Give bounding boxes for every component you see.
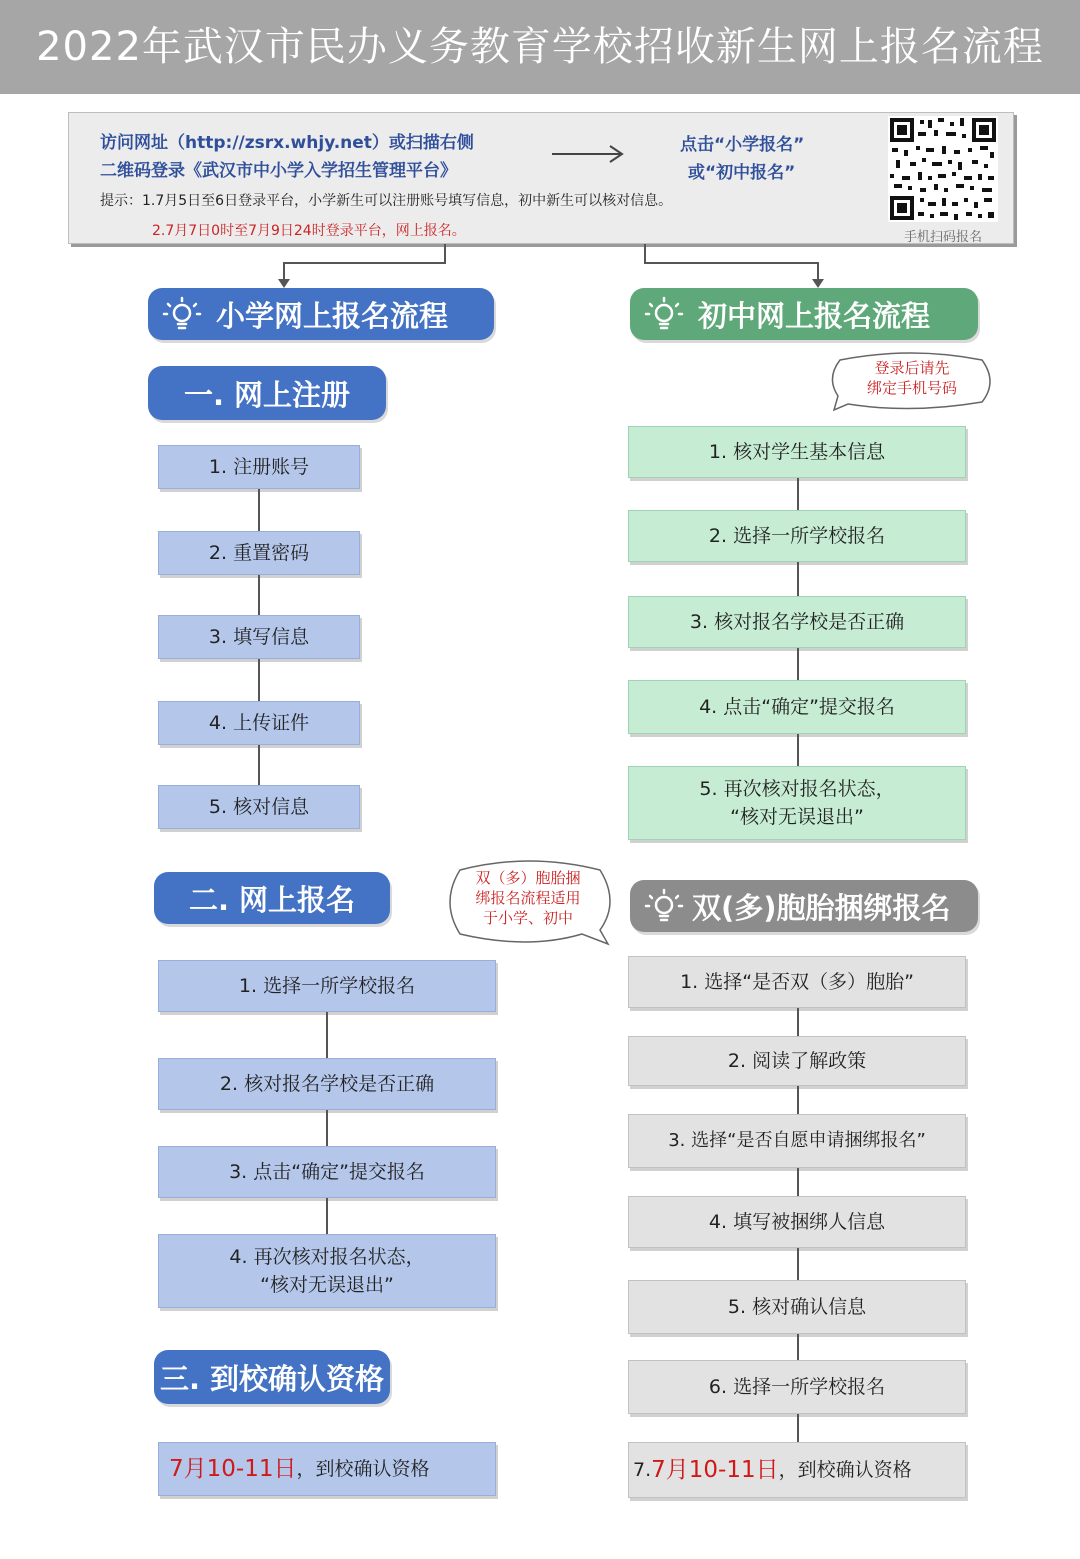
primary-section2-header <box>154 872 390 924</box>
twins-confirm-date: 7月10-11日 <box>651 1457 779 1483</box>
primary-register-step-4: 4. 上传证件 <box>158 701 360 745</box>
primary-section3-title: 三. 到校确认资格 <box>159 1361 385 1396</box>
twins-step-4: 4. 填写被捆绑人信息 <box>628 1196 966 1248</box>
middle-step-3: 3. 核对报名学校是否正确 <box>628 596 966 648</box>
middle-step-1: 1. 核对学生基本信息 <box>628 426 966 478</box>
primary-section1-title: 一. 网上注册 <box>183 377 351 412</box>
twins-header-label: 双(多)胞胎捆绑报名 <box>692 890 951 925</box>
primary-section2-title: 二. 网上报名 <box>188 882 356 917</box>
primary-section1-header <box>148 366 386 420</box>
qr-code-icon[interactable] <box>888 116 998 222</box>
twins-step-1: 1. 选择“是否双（多）胞胎” <box>628 956 966 1008</box>
info-line-1: 访问网址（http://zsrx.whjy.net）或扫描右侧 <box>100 133 474 153</box>
info-line-2: 二维码登录《武汉市中小学入学招生管理平台》 <box>100 161 457 181</box>
primary-confirm-step: 7月10-11日 ，到校确认资格 <box>158 1442 496 1496</box>
primary-header-label: 小学网上报名流程 <box>216 298 449 333</box>
page-title: 2022年武汉市民办义务教育学校招收新生网上报名流程 <box>36 24 1044 70</box>
lightbulb-icon <box>162 296 202 332</box>
click-middle-label: 或“初中报名” <box>688 163 796 183</box>
middle-header-label: 初中网上报名流程 <box>698 298 931 333</box>
lightbulb-icon <box>644 296 684 332</box>
primary-register-step-1: 1. 注册账号 <box>158 445 360 489</box>
primary-header <box>148 288 494 340</box>
arrow-right-icon <box>550 142 630 166</box>
twins-callout: 双（多）胞胎捆 绑报名流程适用 于小学、初中 <box>475 869 581 927</box>
twins-step-7: 7. 7月10-11日 ，到校确认资格 <box>628 1442 966 1498</box>
info-tip-2: 2.7月7日0时至7月9日24时登录平台，网上报名。 <box>152 223 466 239</box>
twins-step-5: 5. 核对确认信息 <box>628 1280 966 1334</box>
info-tip-1: 提示：1.7月5日至6日登录平台，小学新生可以注册账号填写信息，初中新生可以核对信息。 <box>100 193 673 209</box>
middle-step-4: 4. 点击“确定”提交报名 <box>628 680 966 734</box>
primary-section3-header <box>154 1350 390 1404</box>
middle-step-5: 5. 再次核对报名状态， “核对无误退出” <box>628 766 966 840</box>
qr-caption: 手机扫码报名 <box>903 230 982 245</box>
primary-apply-step-3: 3. 点击“确定”提交报名 <box>158 1146 496 1198</box>
primary-confirm-date: 7月10-11日 <box>169 1456 297 1482</box>
middle-header <box>630 288 978 340</box>
click-primary-label: 点击“小学报名” <box>680 135 805 155</box>
primary-register-step-5: 5. 核对信息 <box>158 785 360 829</box>
primary-apply-step-1: 1. 选择一所学校报名 <box>158 960 496 1012</box>
twins-step-2: 2. 阅读了解政策 <box>628 1036 966 1086</box>
primary-register-step-3: 3. 填写信息 <box>158 615 360 659</box>
lightbulb-icon <box>644 888 684 924</box>
twins-step-6: 6. 选择一所学校报名 <box>628 1360 966 1414</box>
primary-register-step-2: 2. 重置密码 <box>158 531 360 575</box>
primary-apply-step-4: 4. 再次核对报名状态， “核对无误退出” <box>158 1234 496 1308</box>
primary-apply-step-2: 2. 核对报名学校是否正确 <box>158 1058 496 1110</box>
twins-header <box>630 880 978 932</box>
twins-step-3: 3. 选择“是否自愿申请捆绑报名” <box>628 1114 966 1168</box>
middle-step-2: 2. 选择一所学校报名 <box>628 510 966 562</box>
middle-callout: 登录后请先 绑定手机号码 <box>866 359 957 397</box>
